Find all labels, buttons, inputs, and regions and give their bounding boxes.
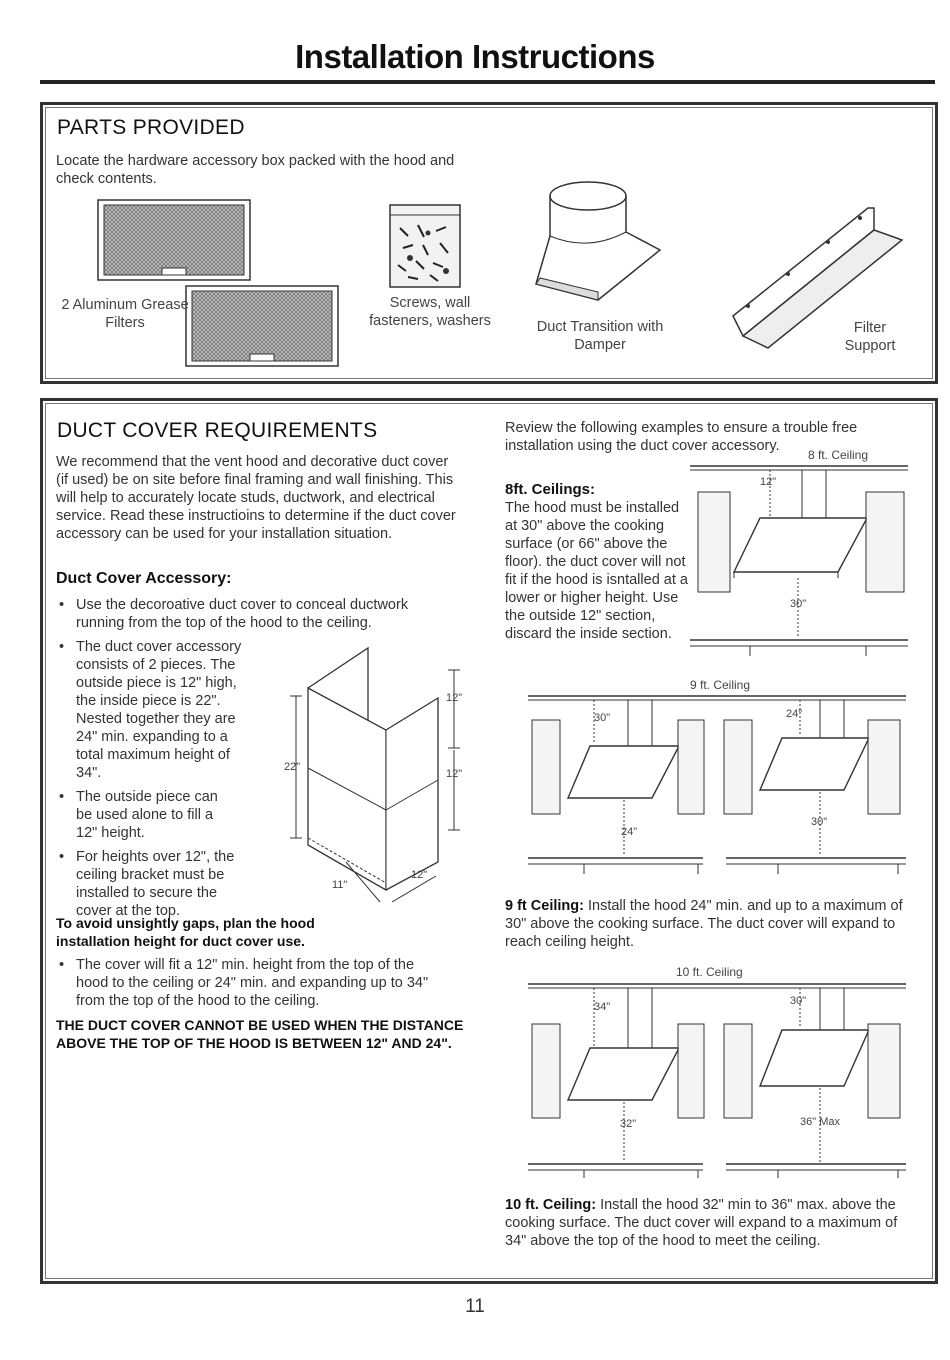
nine-ft-caption-text: Install the hood 24" min. and up to a maximum of 30" above the cooking surface. The duct cover will expand to reach ceiling height. [505,898,903,950]
duct-cover-diagram [268,640,468,910]
nine-ft-right-top: 24" [786,708,803,720]
nine-ft-ceiling-label: 9 ft. Ceiling [690,678,751,692]
duct-transition-icon [528,174,668,306]
ten-ft-right-top: 30" [790,995,807,1007]
bullet-item: • For heights over 12", the ceiling bracket must be installed to secure the cover at the top. [56,848,256,920]
ten-ft-left-bottom: 32" [620,1118,637,1130]
ten-ft-ceiling-label: 10 ft. Ceiling [676,965,743,979]
nine-ft-caption-bold: 9 ft Ceiling: [505,898,584,914]
eight-ft-diagram [690,460,910,660]
duct-transition-label: Duct Transition with Damper [536,319,664,353]
bullet-item: • The cover will fit a 12" min. height from the top of the hood to the ceiling or 24" min. and expanding up to 34" from the top of the hood to the ceiling. [56,956,436,1010]
ten-ft-left-top: 34" [594,1001,611,1013]
gaps-heading: To avoid unsightly gaps, plan the hood installation height for duct cover use. [56,915,315,949]
filter-support-label: Filter Support [844,320,896,354]
eight-ft-ceiling-label: 8 ft. Ceiling [808,448,869,462]
title-rule [40,80,935,84]
eight-ft-text: The hood must be installed at 30" above the cooking surface (or 66" above the floor). the duct cover will not fit if the hood is isntalled at a lower or higher height. Use the outside 12" section, discard the inside section. [505,500,688,642]
eight-ft-dim-bottom: 30" [790,598,807,610]
accessory-bullets [56,638,256,924]
duct-heading: DUCT COVER REQUIREMENTS [57,419,378,442]
cover-dim-inside: 22" [284,761,301,773]
eight-ft-dim-top: 12" [760,476,777,488]
page-number: 11 [465,1296,485,1317]
eight-ft-heading: 8ft. Ceilings: [505,481,596,498]
review-text: Review the following examples to ensure a trouble free installation using the duct cover accessory. [505,420,858,454]
ten-ft-caption-bold: 10 ft. Ceiling: [505,1197,597,1213]
gaps-bullets [56,956,436,1014]
grease-filter-label: 2 Aluminum Grease Filters [61,297,189,331]
cover-dim-depth: 11" [332,879,348,891]
page-title: Installation Instructions [295,38,655,75]
hardware-label: Screws, wall fasteners, washers [369,295,491,329]
hardware-bag-icon [388,203,462,289]
bullet-item: • Use the decoroative duct cover to conceal ductwork running from the top of the hood to the ceiling. [56,596,456,632]
ten-ft-caption [505,1196,915,1250]
nine-ft-left-top: 30" [594,712,611,724]
grease-filter-icon [90,198,350,370]
nine-ft-left-bottom: 24" [621,826,638,838]
ten-ft-diagram [528,978,908,1178]
nine-ft-diagram [528,690,908,875]
accessory-heading: Duct Cover Accessory: [56,570,232,587]
cover-dim-width: 12" [411,869,428,881]
cover-dim-top: 12" [446,692,463,704]
bullet-item: • The outside piece can be used alone to fill a 12" height. [56,788,236,842]
bullet-item: • The duct cover accessory consists of 2 pieces. The outside piece is 12" high, the inside piece is 22". Nested together they are 24" min. expanding to a total maximum height of 34". [56,638,256,782]
duct-intro: We recommend that the vent hood and decorative duct cover (if used) be on site before final framing and wall finishing. This will help to accurately locate studs, ductwork, and electrical service. Read these instructioins to determine if the duct cover accessory can be used for your installation situation. [56,454,456,542]
cover-dim-bottom: 12" [446,768,463,780]
ten-ft-caption-text: Install the hood 32" min to 36" max. above the cooking surface. The duct cover will expand to a maximum of 34" above the top of the hood to meet the ceiling. [505,1197,898,1249]
nine-ft-caption [505,897,915,951]
nine-ft-right-bottom: 30" [811,816,828,828]
ten-ft-right-bottom: 36" Max [800,1116,840,1128]
warning-text: THE DUCT COVER CANNOT BE USED WHEN THE DISTANCE ABOVE THE TOP OF THE HOOD IS BETWEEN 12" AND 24". [56,1017,464,1051]
parts-heading: PARTS PROVIDED [57,116,245,139]
accessory-bullets-top [56,596,456,636]
parts-intro: Locate the hardware accessory box packed with the hood and check contents. [56,153,455,187]
